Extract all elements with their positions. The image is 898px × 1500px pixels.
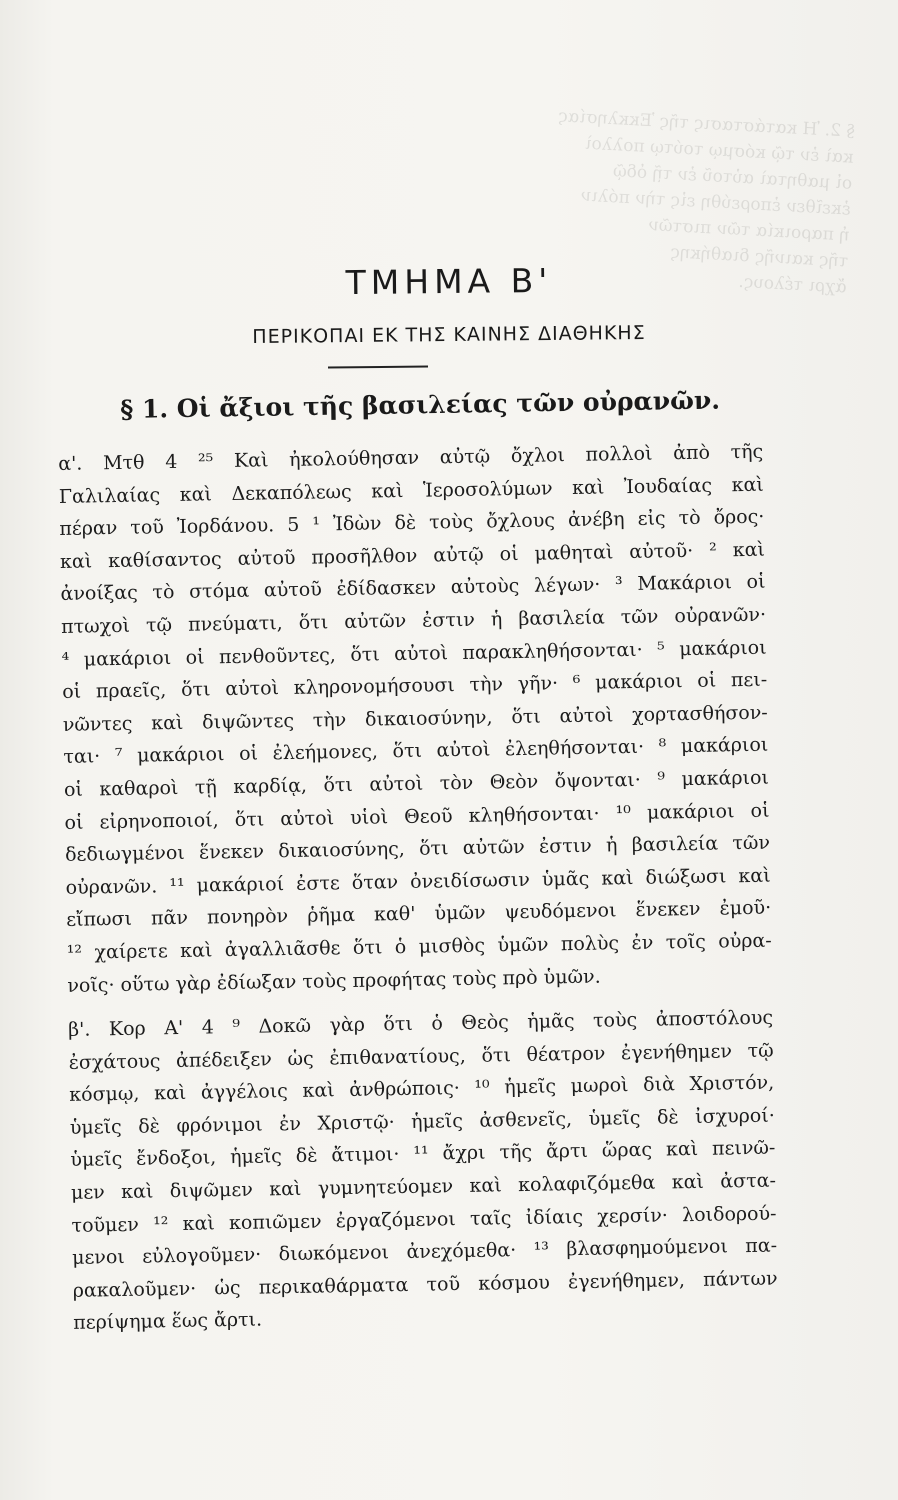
passage-a-line: οἱ εἰρηνοποιοί, ὅτι αὐτοὶ υἱοὶ Θεοῦ κληθήσονται· ¹⁰ μακάριοι οἱ <box>64 799 770 834</box>
passage-b-line: ἐσχάτους ἀπέδειξεν ὡς ἐπιθανατίους, ὅτι θέατρον ἐγενήθημεν τῷ <box>68 1039 774 1074</box>
show-through-bleed: § 2. Ἡ κατάστασις τῆς Ἐκκλησίας καὶ ἐν τῷ κόσμῳ τούτῳ πολλοὶ οἱ μαθηταὶ αὐτοῦ ἐν τῇ ὁδῷ ἐκεῖθεν ἐπορεύθη εἰς τὴν πόλιν ἡ παροικία τῶν πιστῶν τῆς καινῆς διαθήκης ἄχρι τέλους. <box>557 106 856 298</box>
passage-a-line: οὐρανῶν. ¹¹ μακάριοί ἐστε ὅταν ὀνειδίσωσιν ὑμᾶς καὶ διώξωσι καὶ <box>65 864 771 899</box>
passage-a-line: Γαλιλαίας καὶ Δεκαπόλεως καὶ Ἱεροσολύμων καὶ Ἰουδαίας καὶ <box>58 473 764 508</box>
passage-b-line: β'. Κορ Α' 4 ⁹ Δοκῶ γὰρ ὅτι ὁ Θεὸς ἡμᾶς τοὺς ἀποστόλους <box>67 1006 774 1042</box>
passage-b-line: μεν καὶ διψῶμεν καὶ γυμνητεύομεν καὶ κολαφιζόμεθα καὶ ἀστα- <box>70 1169 777 1204</box>
title-divider <box>328 365 428 368</box>
passage-a-line: ¹² χαίρετε καὶ ἀγαλλιᾶσθε ὅτι ὁ μισθὸς ὑμῶν πολὺς ἐν τοῖς οὐρα- <box>66 929 772 964</box>
passage-a-line: οἱ καθαροὶ τῇ καρδίᾳ, ὅτι αὐτοὶ τὸν Θεὸν ὄψονται· ⁹ μακάριοι <box>63 766 770 801</box>
section-title: ΤΜΗΜΑ Β' <box>345 260 553 303</box>
passage-b-line: περίψημα ἕως ἄρτι. <box>73 1309 263 1335</box>
passage-b-line: κόσμῳ, καὶ ἀγγέλοις καὶ ἀνθρώποις· ¹⁰ ἡμεῖς μωροὶ διὰ Χριστόν, <box>69 1071 775 1107</box>
passage-b-line: ὑμεῖς δὲ φρόνιμοι ἐν Χριστῷ· ἡμεῖς ἀσθενεῖς, ὑμεῖς δὲ ἰσχυροί· <box>69 1104 775 1139</box>
passage-a-line: εἴπωσι πᾶν πονηρὸν ῥῆμα καθ' ὑμῶν ψευδόμενοι ἕνεκεν ἐμοῦ· <box>66 896 772 932</box>
passage-b-line: μενοι εὐλογοῦμεν· διωκόμενοι ἀνεχόμεθα· ¹³ βλασφημούμενοι πα- <box>71 1234 778 1270</box>
passage-a-line: πτωχοὶ τῷ πνεύματι, ὅτι αὐτῶν ἐστιν ἡ βασιλεία τῶν οὐρανῶν· <box>60 603 767 638</box>
passage-a-line: νῶντες καὶ διψῶντες τὴν δικαιοσύνην, ὅτι αὐτοὶ χορτασθήσον- <box>62 701 768 736</box>
passage-a-line: ται· ⁷ μακάριοι οἱ ἐλεήμονες, ὅτι αὐτοὶ ἐλεηθήσονται· ⁸ μακάριοι <box>63 733 769 769</box>
body-text <box>58 436 778 1340</box>
passage-a-line: α'. Μτθ 4 ²⁵ Καὶ ἠκολούθησαν αὐτῷ ὄχλοι πολλοὶ ἀπὸ τῆς <box>58 440 764 475</box>
paragraph-heading: § 1. Οἱ ἄξιοι τῆς βασιλείας τῶν οὐρανῶν. <box>120 385 721 424</box>
passage-a-line: καὶ καθίσαντος αὐτοῦ προσῆλθον αὐτῷ οἱ μαθηταὶ αὐτοῦ· ² καὶ <box>59 538 766 573</box>
passage-a-line: ⁴ μακάριοι οἱ πενθοῦντες, ὅτι αὐτοὶ παρακληθήσονται· ⁵ μακάριοι <box>61 636 767 671</box>
passage-a-line: δεδιωγμένοι ἕνεκεν δικαιοσύνης, ὅτι αὐτῶν ἐστιν ἡ βασιλεία τῶν <box>64 831 771 867</box>
passage-a-line: νοῖς· οὕτω γὰρ ἐδίωξαν τοὺς προφήτας τοὺς πρὸ ὑμῶν. <box>67 965 601 997</box>
passage-b-line: ὑμεῖς ἔνδοξοι, ἡμεῖς δὲ ἄτιμοι· ¹¹ ἄχρι τῆς ἄρτι ὥρας καὶ πεινῶ- <box>70 1137 776 1172</box>
passage-a-line: πέραν τοῦ Ἰορδάνου. 5 ¹ Ἰδὼν δὲ τοὺς ὄχλους ἀνέβη εἰς τὸ ὄρος· <box>59 505 765 541</box>
passage-b-line: ρακαλοῦμεν· ὡς περικαθάρματα τοῦ κόσμου ἐγενήθημεν, πάντων <box>72 1267 778 1302</box>
passage-b-line: τοῦμεν ¹² καὶ κοπιῶμεν ἐργαζόμενοι ταῖς ἰδίαις χερσίν· λοιδορού- <box>71 1202 777 1237</box>
passage-a-line: οἱ πραεῖς, ὅτι αὐτοὶ κληρονομήσουσι τὴν γῆν· ⁶ μακάριοι οἱ πει- <box>62 668 768 704</box>
section-subtitle: ΠΕΡΙΚΟΠΑΙ ΕΚ ΤΗΣ ΚΑΙΝΗΣ ΔΙΑΘΗΚΗΣ <box>252 321 646 349</box>
passage-a-line: ἀνοίξας τὸ στόμα αὐτοῦ ἐδίδασκεν αὐτοὺς λέγων· ³ Μακάριοι οἱ <box>60 571 766 606</box>
